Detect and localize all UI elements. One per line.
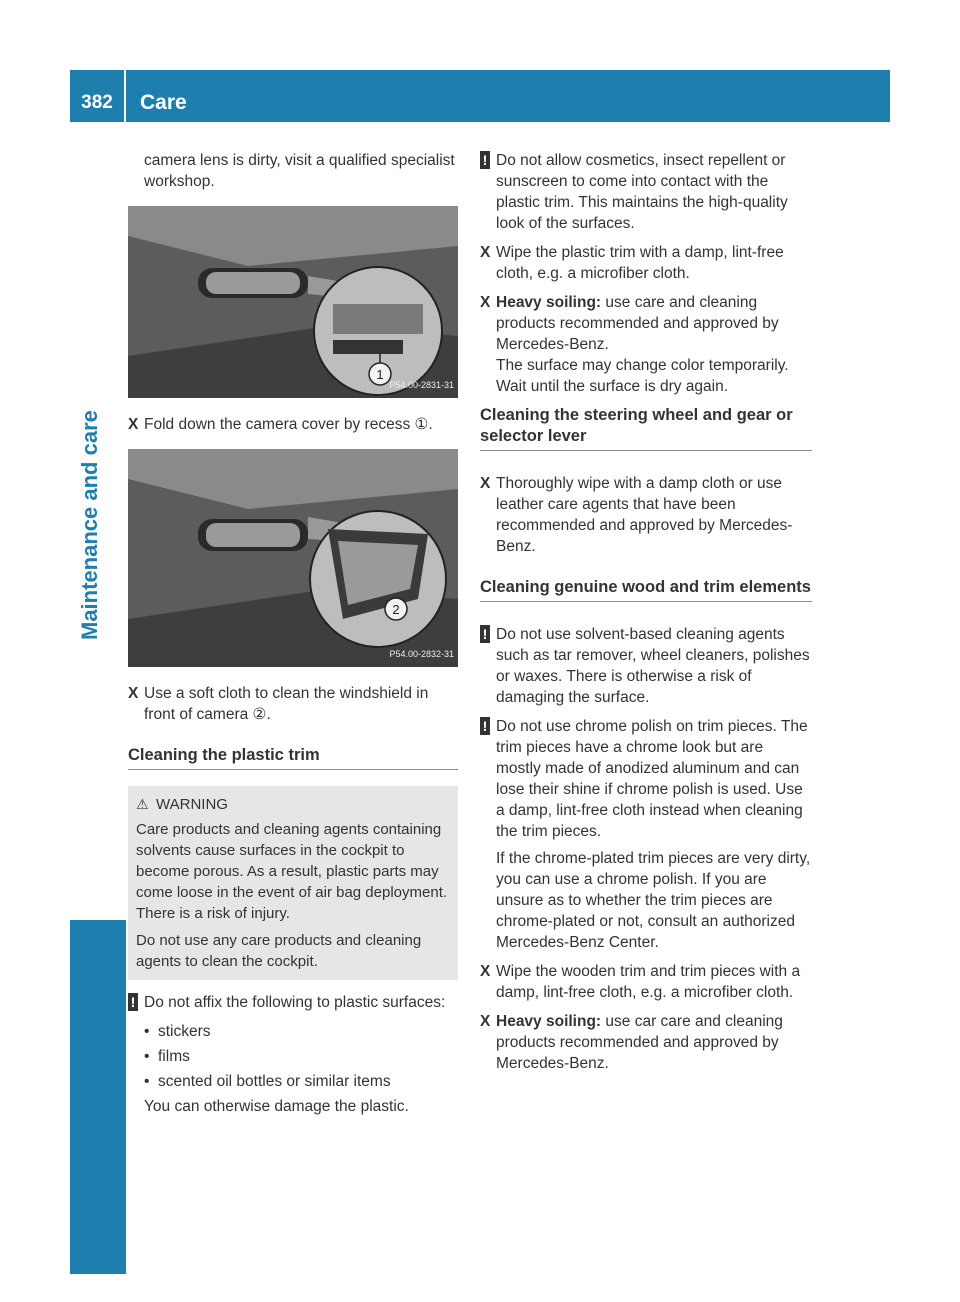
- bullet-text: scented oil bottles or similar items: [158, 1073, 391, 1090]
- bullet-text: stickers: [158, 1023, 211, 1040]
- note-text: Do not allow cosmetics, insect repellent or sunscreen to come into contact with the plastic trim. This maintains the high-quality look of the surfaces.: [496, 152, 788, 232]
- step-bold-label: Heavy soiling:: [496, 294, 602, 311]
- heading-plastic-trim: Cleaning the plastic trim: [128, 745, 458, 770]
- step-text: Thoroughly wipe with a damp cloth or use leather care agents that have been recommended and approved by Mercedes-Benz.: [496, 475, 793, 555]
- step-bold-label: Heavy soiling:: [496, 1013, 602, 1030]
- note-chrome-extra: If the chrome-plated trim pieces are very dirty, you can use a chrome polish. If you are unsure as to whether the trim pieces are chrome-plated or not, consult an authorized Mercedes-Benz Center.: [496, 850, 811, 951]
- step-marker: X: [480, 244, 491, 261]
- bullet-item: [128, 1071, 458, 1092]
- step-marker: X: [128, 685, 139, 702]
- image-code-2: P54.00-2832-31: [389, 649, 454, 659]
- camera-image-1: [128, 206, 458, 398]
- step-text: Use a soft cloth to clean the windshield in front of camera ②.: [144, 685, 429, 723]
- step-text: use care and cleaning products recommended and approved by Mercedes-Benz.: [496, 294, 779, 353]
- note-text: Do not affix the following to plastic surfaces:: [144, 994, 446, 1011]
- note-solvent: [480, 624, 812, 708]
- step-heavy-soiling-wood: [480, 1011, 812, 1074]
- step-clean-windshield: [128, 683, 458, 725]
- bullet-text: films: [158, 1048, 190, 1065]
- note-text: Do not use solvent-based cleaning agents such as tar remover, wheel cleaners, polishes or waxes. There is otherwise a risk of damaging the surface.: [496, 626, 810, 706]
- step-wipe-steering: [480, 473, 812, 557]
- intro-text: camera lens is dirty, visit a qualified specialist workshop.: [144, 152, 455, 190]
- warning-paragraph-2: Do not use any care products and cleaning agents to clean the cockpit.: [136, 932, 422, 970]
- image-code-1: P54.00-2831-31: [389, 380, 454, 390]
- step-marker: X: [480, 475, 491, 492]
- warning-header: [136, 794, 450, 815]
- note-cosmetics: [480, 150, 812, 234]
- step-text: Fold down the camera cover by recess ①.: [144, 416, 433, 433]
- step-fold-cover: [128, 414, 458, 435]
- heading-wood-trim: Cleaning genuine wood and trim elements: [480, 577, 812, 602]
- warning-box: [128, 786, 458, 980]
- camera-image-2: [128, 449, 458, 667]
- header-bar: [70, 70, 890, 122]
- step-text: use car care and cleaning products recommended and approved by Mercedes-Benz.: [496, 1013, 783, 1072]
- step-marker: X: [480, 963, 491, 980]
- callout-2-label: 2: [392, 602, 400, 617]
- right-column: [480, 150, 812, 1082]
- warning-icon: ⚠: [136, 796, 149, 812]
- note-text: Do not use chrome polish on trim pieces. The trim pieces have a chrome look but are mostly made of anodized aluminum and can lose their shine if chrome polish is used. Use a damp, lint-free cloth instead when cleaning the trim pieces.: [496, 718, 808, 840]
- step-marker: X: [480, 294, 491, 311]
- camera-illustration-1: [128, 206, 458, 398]
- step-heavy-soiling-plastic: [480, 292, 812, 397]
- step-wipe-wood: [480, 961, 812, 1003]
- note-icon: !: [480, 151, 490, 169]
- step-wipe-plastic: [480, 242, 812, 284]
- camera-illustration-2: [128, 449, 458, 667]
- note-affix: [128, 992, 458, 1013]
- heading-steering-wheel: Cleaning the steering wheel and gear or selector lever: [480, 405, 812, 451]
- page-number: 382: [70, 70, 126, 122]
- warning-paragraph-1: Care products and cleaning agents containing solvents cause surfaces in the cockpit to become porous. As a result, plastic parts may come loose in the event of air bag deployment. There is a risk of injury.: [136, 821, 448, 922]
- note-affix-conclusion: You can otherwise damage the plastic.: [144, 1098, 409, 1115]
- step-text: Wipe the wooden trim and trim pieces with a damp, lint-free cloth, e.g. a microfiber cloth.: [496, 963, 801, 1001]
- step-text: Wipe the plastic trim with a damp, lint-free cloth, e.g. a microfiber cloth.: [496, 244, 784, 282]
- note-chrome-polish: [480, 716, 812, 842]
- step-extra-text: The surface may change color temporarily. Wait until the surface is dry again.: [496, 357, 789, 395]
- bullet-dot: •: [144, 1023, 150, 1040]
- step-marker: X: [128, 416, 139, 433]
- note-icon: !: [480, 717, 490, 735]
- step-marker: X: [480, 1013, 491, 1030]
- side-tab-label: Maintenance and care: [77, 410, 102, 640]
- left-column: [128, 150, 458, 1125]
- side-color-block: [70, 920, 126, 1274]
- note-icon: !: [480, 625, 490, 643]
- bullet-dot: •: [144, 1073, 150, 1090]
- chapter-title: Care: [140, 91, 187, 114]
- warning-title: WARNING: [156, 796, 228, 813]
- bullet-item: [128, 1046, 458, 1067]
- bullet-item: [128, 1021, 458, 1042]
- note-icon: !: [128, 993, 138, 1011]
- bullet-dot: •: [144, 1048, 150, 1065]
- callout-1-label: 1: [376, 367, 384, 382]
